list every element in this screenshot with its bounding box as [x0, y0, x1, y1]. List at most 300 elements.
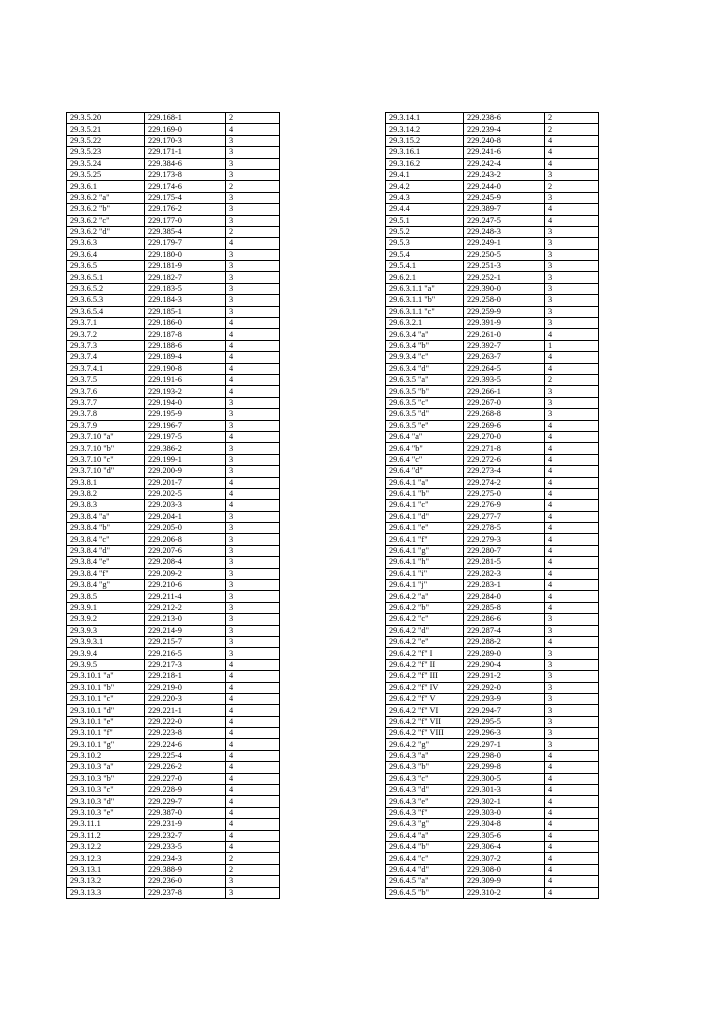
table-row [386, 671, 599, 682]
level-cell: 4 [226, 716, 280, 727]
item-code-cell: 29.3.12.3 [67, 853, 145, 864]
reference-code-cell: 229.390-0 [464, 283, 545, 294]
level-cell: 3 [226, 192, 280, 203]
right-data-table [385, 112, 599, 899]
reference-code-cell: 229.286-6 [464, 614, 545, 625]
level-cell: 3 [545, 671, 599, 682]
item-code-cell: 29.3.5.21 [67, 124, 145, 135]
table-row [67, 887, 280, 898]
reference-code-cell: 229.299-8 [464, 762, 545, 773]
table-row [67, 534, 280, 545]
level-cell: 2 [226, 226, 280, 237]
item-code-cell: 29.6.4.1 "g" [386, 545, 464, 556]
reference-code-cell: 229.190-8 [145, 363, 226, 374]
table-row [67, 625, 280, 636]
item-code-cell: 29.3.10.1 "a" [67, 671, 145, 682]
reference-code-cell: 229.309-9 [464, 876, 545, 887]
reference-code-cell: 229.285-8 [464, 602, 545, 613]
item-code-cell: 29.6.3.2.1 [386, 318, 464, 329]
item-code-cell: 29.3.10.1 "b" [67, 682, 145, 693]
reference-code-cell: 229.234-3 [145, 853, 226, 864]
reference-code-cell: 229.213-0 [145, 614, 226, 625]
left-data-table [66, 112, 280, 899]
level-cell: 3 [226, 876, 280, 887]
table-row [386, 739, 599, 750]
level-cell: 3 [545, 705, 599, 716]
level-cell: 3 [226, 158, 280, 169]
reference-code-cell: 229.272-6 [464, 454, 545, 465]
item-code-cell: 29.6.4.2 "f" VII [386, 716, 464, 727]
reference-code-cell: 229.237-8 [145, 887, 226, 898]
level-cell: 3 [226, 591, 280, 602]
table-row [386, 728, 599, 739]
level-cell: 3 [545, 716, 599, 727]
table-row [386, 807, 599, 818]
reference-code-cell: 229.182-7 [145, 272, 226, 283]
item-code-cell: 29.4.1 [386, 169, 464, 180]
item-code-cell: 29.6.4.2 "b" [386, 602, 464, 613]
reference-code-cell: 229.176-2 [145, 204, 226, 215]
table-row [386, 318, 599, 329]
item-code-cell: 29.3.6.4 [67, 249, 145, 260]
reference-code-cell: 229.393-5 [464, 374, 545, 385]
reference-code-cell: 229.174-6 [145, 181, 226, 192]
level-cell: 4 [545, 329, 599, 340]
item-code-cell: 29.6.3.1.1 "b" [386, 295, 464, 306]
table-row [67, 454, 280, 465]
table-row [67, 397, 280, 408]
level-cell: 3 [545, 238, 599, 249]
table-row [386, 614, 599, 625]
level-cell: 3 [226, 454, 280, 465]
level-cell: 4 [226, 739, 280, 750]
item-code-cell: 29.3.10.2 [67, 750, 145, 761]
reference-code-cell: 229.217-3 [145, 659, 226, 670]
reference-code-cell: 229.245-9 [464, 192, 545, 203]
level-cell: 3 [545, 625, 599, 636]
table-row [67, 864, 280, 875]
reference-code-cell: 229.226-2 [145, 762, 226, 773]
table-row [386, 842, 599, 853]
level-cell: 4 [545, 773, 599, 784]
item-code-cell: 29.3.10.3 "d" [67, 796, 145, 807]
reference-code-cell: 229.258-0 [464, 295, 545, 306]
item-code-cell: 29.6.4.4 "c" [386, 853, 464, 864]
reference-code-cell: 229.303-0 [464, 807, 545, 818]
table-row [386, 192, 599, 203]
level-cell: 4 [226, 807, 280, 818]
table-row [386, 124, 599, 135]
level-cell: 4 [545, 636, 599, 647]
level-cell: 4 [545, 842, 599, 853]
table-row [386, 773, 599, 784]
level-cell: 3 [226, 545, 280, 556]
table-row [386, 580, 599, 591]
item-code-cell: 29.3.10.1 "d" [67, 705, 145, 716]
level-cell: 4 [226, 477, 280, 488]
table-row [67, 113, 280, 124]
reference-code-cell: 229.302-1 [464, 796, 545, 807]
reference-code-cell: 229.300-5 [464, 773, 545, 784]
reference-code-cell: 229.179-7 [145, 238, 226, 249]
reference-code-cell: 229.275-0 [464, 488, 545, 499]
level-cell: 4 [545, 819, 599, 830]
item-code-cell: 29.3.10.3 "b" [67, 773, 145, 784]
level-cell: 2 [226, 864, 280, 875]
table-row [67, 204, 280, 215]
reference-code-cell: 229.220-3 [145, 693, 226, 704]
item-code-cell: 29.3.9.3.1 [67, 636, 145, 647]
reference-code-cell: 229.219-0 [145, 682, 226, 693]
item-code-cell: 29.3.7.6 [67, 386, 145, 397]
level-cell: 4 [545, 352, 599, 363]
item-code-cell: 29.6.4.5 "a" [386, 876, 464, 887]
table-row [67, 329, 280, 340]
item-code-cell: 29.3.7.9 [67, 420, 145, 431]
table-row [67, 773, 280, 784]
table-row [67, 374, 280, 385]
reference-code-cell: 229.241-6 [464, 147, 545, 158]
item-code-cell: 29.6.3.4 "b" [386, 340, 464, 351]
level-cell: 4 [226, 352, 280, 363]
level-cell: 4 [226, 693, 280, 704]
item-code-cell: 29.6.4.2 "f" VI [386, 705, 464, 716]
reference-code-cell: 229.214-9 [145, 625, 226, 636]
reference-code-cell: 229.270-0 [464, 431, 545, 442]
reference-code-cell: 229.284-0 [464, 591, 545, 602]
level-cell: 3 [226, 169, 280, 180]
item-code-cell: 29.6.4.2 "g" [386, 739, 464, 750]
level-cell: 4 [226, 842, 280, 853]
reference-code-cell: 229.209-2 [145, 568, 226, 579]
item-code-cell: 29.3.5.23 [67, 147, 145, 158]
item-code-cell: 29.3.6.5.1 [67, 272, 145, 283]
item-code-cell: 29.3.9.1 [67, 602, 145, 613]
level-cell: 4 [545, 431, 599, 442]
table-row [386, 135, 599, 146]
level-cell: 4 [545, 557, 599, 568]
level-cell: 4 [545, 454, 599, 465]
table-row [386, 215, 599, 226]
level-cell: 3 [226, 215, 280, 226]
item-code-cell: 29.6.4 "d" [386, 466, 464, 477]
level-cell: 3 [226, 295, 280, 306]
table-row [386, 454, 599, 465]
reference-code-cell: 229.266-1 [464, 386, 545, 397]
item-code-cell: 29.3.8.4 "c" [67, 534, 145, 545]
item-code-cell: 29.6.4 "a" [386, 431, 464, 442]
item-code-cell: 29.3.6.2 "d" [67, 226, 145, 237]
item-code-cell: 29.5.2 [386, 226, 464, 237]
reference-code-cell: 229.173-8 [145, 169, 226, 180]
level-cell: 2 [545, 113, 599, 124]
level-cell: 2 [545, 374, 599, 385]
reference-code-cell: 229.221-1 [145, 705, 226, 716]
item-code-cell: 29.6.4.1 "i" [386, 568, 464, 579]
level-cell: 3 [545, 397, 599, 408]
level-cell: 4 [226, 374, 280, 385]
item-code-cell: 29.6.4.3 "e" [386, 796, 464, 807]
reference-code-cell: 229.183-5 [145, 283, 226, 294]
item-code-cell: 29.5.3 [386, 238, 464, 249]
item-code-cell: 29.6.4.2 "a" [386, 591, 464, 602]
item-code-cell: 29.6.3.5 "b" [386, 386, 464, 397]
right-table-body [386, 113, 599, 899]
table-row [67, 238, 280, 249]
level-cell: 2 [545, 124, 599, 135]
reference-code-cell: 229.264-5 [464, 363, 545, 374]
level-cell: 3 [545, 659, 599, 670]
level-cell: 4 [545, 500, 599, 511]
item-code-cell: 29.6.4 "c" [386, 454, 464, 465]
table-row [386, 762, 599, 773]
level-cell: 3 [226, 306, 280, 317]
item-code-cell: 29.3.6.5 [67, 261, 145, 272]
level-cell: 4 [545, 488, 599, 499]
table-row [386, 534, 599, 545]
table-row [67, 192, 280, 203]
table-row [67, 671, 280, 682]
item-code-cell: 29.3.16.1 [386, 147, 464, 158]
level-cell: 3 [545, 272, 599, 283]
item-code-cell: 29.4.2 [386, 181, 464, 192]
reference-code-cell: 229.268-8 [464, 409, 545, 420]
item-code-cell: 29.6.4.2 "f" I [386, 648, 464, 659]
table-row [67, 876, 280, 887]
level-cell: 3 [226, 409, 280, 420]
level-cell: 3 [226, 272, 280, 283]
item-code-cell: 29.4.4 [386, 204, 464, 215]
table-row [67, 420, 280, 431]
level-cell: 4 [226, 340, 280, 351]
level-cell: 2 [226, 181, 280, 192]
reference-code-cell: 229.187-8 [145, 329, 226, 340]
level-cell: 4 [545, 785, 599, 796]
table-row [386, 545, 599, 556]
item-code-cell: 29.6.4.1 "h" [386, 557, 464, 568]
reference-code-cell: 229.186-0 [145, 318, 226, 329]
table-row [67, 682, 280, 693]
level-cell: 3 [545, 306, 599, 317]
level-cell: 4 [226, 671, 280, 682]
level-cell: 3 [545, 295, 599, 306]
table-row [67, 318, 280, 329]
item-code-cell: 29.6.3.5 "d" [386, 409, 464, 420]
reference-code-cell: 229.185-1 [145, 306, 226, 317]
item-code-cell: 29.3.8.4 "b" [67, 523, 145, 534]
table-row [386, 238, 599, 249]
table-row [386, 625, 599, 636]
reference-code-cell: 229.304-8 [464, 819, 545, 830]
item-code-cell: 29.6.4 "b" [386, 443, 464, 454]
reference-code-cell: 229.222-0 [145, 716, 226, 727]
table-row [386, 295, 599, 306]
level-cell: 3 [226, 147, 280, 158]
item-code-cell: 29.6.3.5 "a" [386, 374, 464, 385]
item-code-cell: 29.6.3.4 "d" [386, 363, 464, 374]
table-row [386, 158, 599, 169]
reference-code-cell: 229.216-5 [145, 648, 226, 659]
table-row [386, 785, 599, 796]
table-row [67, 135, 280, 146]
reference-code-cell: 229.391-9 [464, 318, 545, 329]
level-cell: 3 [545, 226, 599, 237]
reference-code-cell: 229.243-2 [464, 169, 545, 180]
level-cell: 4 [226, 500, 280, 511]
table-row [67, 352, 280, 363]
item-code-cell: 29.3.10.1 "f" [67, 728, 145, 739]
table-row [386, 261, 599, 272]
table-row [386, 420, 599, 431]
item-code-cell: 29.6.4.2 "f" V [386, 693, 464, 704]
level-cell: 4 [545, 158, 599, 169]
item-code-cell: 29.3.6.5.4 [67, 306, 145, 317]
level-cell: 3 [545, 386, 599, 397]
level-cell: 3 [226, 648, 280, 659]
table-row [386, 397, 599, 408]
reference-code-cell: 229.188-6 [145, 340, 226, 351]
level-cell: 3 [226, 636, 280, 647]
reference-code-cell: 229.233-5 [145, 842, 226, 853]
level-cell: 4 [545, 807, 599, 818]
item-code-cell: 29.3.7.10 "c" [67, 454, 145, 465]
reference-code-cell: 229.250-5 [464, 249, 545, 260]
table-row [67, 488, 280, 499]
level-cell: 3 [226, 511, 280, 522]
table-row [67, 591, 280, 602]
reference-code-cell: 229.199-1 [145, 454, 226, 465]
level-cell: 3 [545, 739, 599, 750]
reference-code-cell: 229.310-2 [464, 887, 545, 898]
reference-code-cell: 229.244-0 [464, 181, 545, 192]
item-code-cell: 29.6.4.1 "c" [386, 500, 464, 511]
table-row [67, 181, 280, 192]
table-row [386, 477, 599, 488]
level-cell: 4 [545, 602, 599, 613]
reference-code-cell: 229.236-0 [145, 876, 226, 887]
level-cell: 4 [226, 431, 280, 442]
level-cell: 3 [226, 466, 280, 477]
table-row [386, 363, 599, 374]
item-code-cell: 29.6.4.2 "d" [386, 625, 464, 636]
level-cell: 4 [545, 477, 599, 488]
table-row [386, 272, 599, 283]
item-code-cell: 29.3.10.3 "a" [67, 762, 145, 773]
item-code-cell: 29.3.7.10 "d" [67, 466, 145, 477]
table-row [386, 659, 599, 670]
table-row [67, 830, 280, 841]
item-code-cell: 29.6.4.5 "b" [386, 887, 464, 898]
level-cell: 4 [226, 124, 280, 135]
item-code-cell: 29.6.4.2 "f" VIII [386, 728, 464, 739]
item-code-cell: 29.6.4.1 "d" [386, 511, 464, 522]
item-code-cell: 29.3.8.5 [67, 591, 145, 602]
table-row [67, 409, 280, 420]
item-code-cell: 29.3.5.24 [67, 158, 145, 169]
level-cell: 4 [545, 796, 599, 807]
reference-code-cell: 229.308-0 [464, 864, 545, 875]
table-row [386, 864, 599, 875]
table-row [386, 329, 599, 340]
table-row [67, 523, 280, 534]
reference-code-cell: 229.207-6 [145, 545, 226, 556]
level-cell: 4 [545, 762, 599, 773]
item-code-cell: 29.3.7.8 [67, 409, 145, 420]
level-cell: 4 [545, 215, 599, 226]
table-row [386, 374, 599, 385]
level-cell: 3 [226, 420, 280, 431]
item-code-cell: 29.6.3.5 "e" [386, 420, 464, 431]
table-row [386, 147, 599, 158]
item-code-cell: 29.3.6.2 "a" [67, 192, 145, 203]
level-cell: 4 [226, 386, 280, 397]
table-row [386, 431, 599, 442]
reference-code-cell: 229.206-8 [145, 534, 226, 545]
table-row [67, 215, 280, 226]
left-table-body [67, 113, 280, 899]
item-code-cell: 29.3.8.3 [67, 500, 145, 511]
item-code-cell: 29.3.9.5 [67, 659, 145, 670]
reference-code-cell: 229.247-5 [464, 215, 545, 226]
reference-code-cell: 229.388-9 [145, 864, 226, 875]
level-cell: 3 [226, 887, 280, 898]
reference-code-cell: 229.227-0 [145, 773, 226, 784]
table-row [67, 226, 280, 237]
table-row [386, 716, 599, 727]
item-code-cell: 29.3.8.4 "f" [67, 568, 145, 579]
reference-code-cell: 229.200-9 [145, 466, 226, 477]
table-row [67, 807, 280, 818]
table-row [67, 705, 280, 716]
table-row [386, 591, 599, 602]
item-code-cell: 29.3.12.2 [67, 842, 145, 853]
table-row [386, 750, 599, 761]
level-cell: 4 [226, 659, 280, 670]
item-code-cell: 29.3.9.2 [67, 614, 145, 625]
table-row [386, 819, 599, 830]
reference-code-cell: 229.279-3 [464, 534, 545, 545]
item-code-cell: 29.3.8.1 [67, 477, 145, 488]
level-cell: 4 [226, 329, 280, 340]
table-row [67, 819, 280, 830]
reference-code-cell: 229.296-3 [464, 728, 545, 739]
item-code-cell: 29.3.8.4 "a" [67, 511, 145, 522]
level-cell: 4 [226, 750, 280, 761]
reference-code-cell: 229.249-1 [464, 238, 545, 249]
reference-code-cell: 229.297-1 [464, 739, 545, 750]
table-row [67, 272, 280, 283]
reference-code-cell: 229.293-9 [464, 693, 545, 704]
reference-code-cell: 229.269-6 [464, 420, 545, 431]
item-code-cell: 29.6.4.1 "j" [386, 580, 464, 591]
table-row [67, 636, 280, 647]
reference-code-cell: 229.218-1 [145, 671, 226, 682]
table-row [67, 386, 280, 397]
item-code-cell: 29.3.7.1 [67, 318, 145, 329]
level-cell: 3 [226, 204, 280, 215]
table-row [67, 295, 280, 306]
table-row [67, 716, 280, 727]
item-code-cell: 29.3.9.3 [67, 625, 145, 636]
reference-code-cell: 229.288-2 [464, 636, 545, 647]
reference-code-cell: 229.239-4 [464, 124, 545, 135]
level-cell: 4 [226, 363, 280, 374]
item-code-cell: 29.3.6.3 [67, 238, 145, 249]
item-code-cell: 29.6.4.1 "f" [386, 534, 464, 545]
level-cell: 4 [226, 488, 280, 499]
reference-code-cell: 229.277-7 [464, 511, 545, 522]
level-cell: 3 [226, 283, 280, 294]
